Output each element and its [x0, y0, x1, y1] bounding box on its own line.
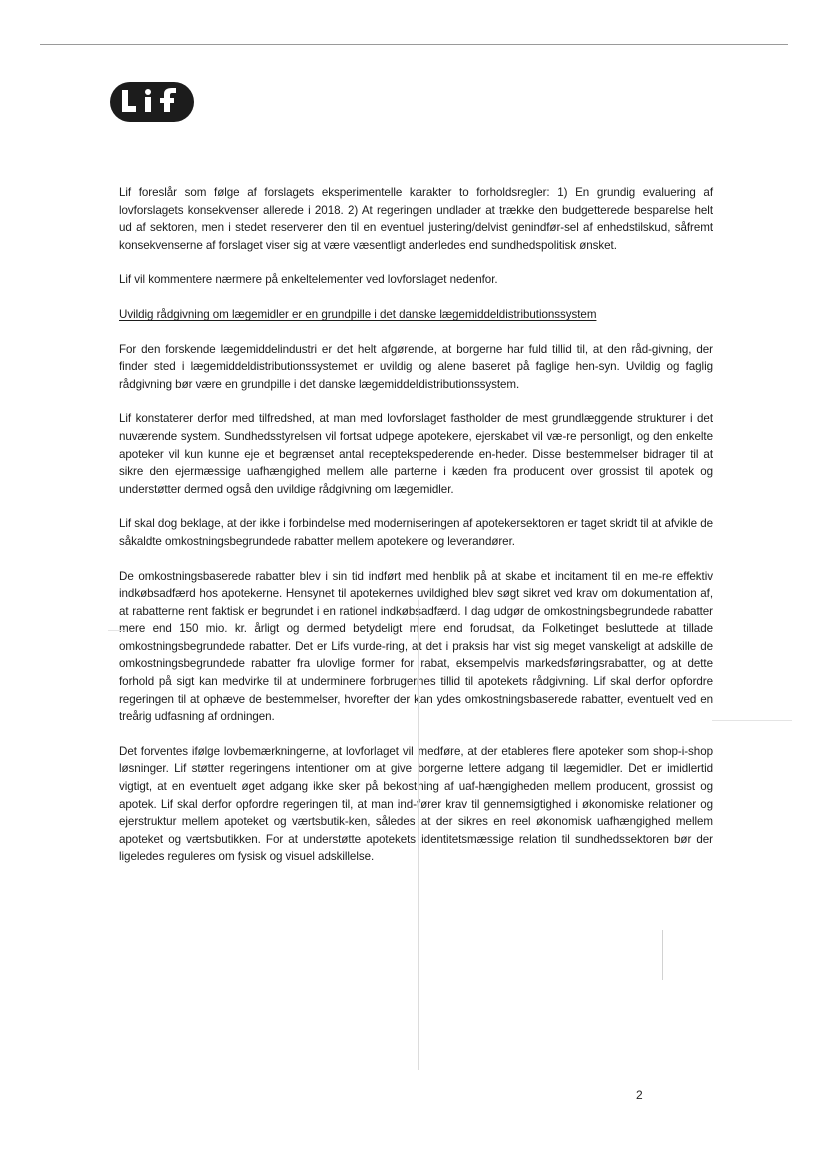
intro-paragraph-2: Lif vil kommentere nærmere på enkeltelementer ved lovforslaget nedenfor. [119, 273, 498, 287]
letter-body [119, 184, 713, 883]
section-heading: Uvildig rådgivning om lægemidler er en grundpille i det danske lægemiddeldistributionssystem [119, 307, 597, 321]
section-paragraph-4: De omkostningsbaserede rabatter blev i sin tid indført med henblik på at skabe et incitament til en me-re effektiv indkøbsadfærd hos apotekerne. Hensynet til apotekernes uvildighed blev søgt sikret ved krav om dokumentation af, at rabatterne rent faktisk er begrundet i en rationel indkøbsadfærd. I dag udgør de omkostningsbegrundede rabatter mere end 150 mio. kr. årligt og dermed betydeligt mere end forudsat, da Folketinget besluttede at tillade omkostningsbegrundede rabatter. Det er Lifs vurde-ring, at det i praksis har vist sig meget vanskeligt at adskille de omkostningsbegrundede rabatter fra ulovlige former for rabat, eksempelvis markedsføringsrabatter, og at dette forhold på sigt kan medvirke til at underminere forbrugernes tillid til apotekets rådgivning. Lif skal derfor opfordre regeringen til at ophæve de bestemmelser, hvorefter der kan ydes omkostningsbaserede rabatter, eventuelt ved en treårig udfasning af ordningen. [119, 569, 713, 724]
section-paragraph-1: For den forskende lægemiddelindustri er det helt afgørende, at borgerne har fuld tillid til, at den råd-givning, der finder sted i lægemiddeldistributionssystemet er uvildig og alene baseret på faglige hen-syn. Uvildig og faglig rådgivning bør være en grundpille i det danske lægemiddeldistributionssystem. [119, 342, 713, 391]
intro-paragraph-1: Lif foreslår som følge af forslagets eksperimentelle karakter to forholdsregler: 1) En grundig evaluering af lovforslagets konsekvenser allerede i 2018. 2) At regeringen undlader at trække den budgetterede besparelse helt ud af sektoren, men i stedet reserverer den til en eventuel justering/delvist genindfør-sel af enhedstilskud, såfremt konsekvenserne af forslaget viser sig at være væsentligt anderledes end sundhedspolitisk ønsket. [119, 186, 713, 252]
section-paragraph-3: Lif skal dog beklage, at der ikke i forbindelse med moderniseringen af apotekersektoren er taget skridt til at afvikle de såkaldte omkostningsbegrundede rabatter mellem apotekere og leverandører. [119, 517, 713, 548]
scan-artifact-line [108, 630, 126, 631]
scan-artifact-line [712, 720, 792, 721]
page-number: 2 [636, 1088, 643, 1102]
scan-top-rule [40, 44, 788, 45]
scan-artifact-line [418, 600, 419, 1070]
section-paragraph-5: Det forventes ifølge lovbemærkningerne, at lovforlaget vil medføre, at der etableres flere apoteker som shop-i-shop løsninger. Lif støtter regeringens intentioner om at give borgerne lettere adgang til lægemidler. Det er imidlertid vigtigt, at en eventuelt øget adgang ikke sker på bekostning af uaf-hængigheden mellem producent, grossist og apotek. Lif skal derfor opfordre regeringen til, at man ind-fører krav til gennemsigtighed i økonomiske relationer og ejerstruktur mellem apoteket og værtsbutik-ken, således at der sikres en reel økonomisk uafhængighed mellem apoteket og værtsbutikken. For at understøtte apotekets identitetsmæssige relation til sundhedssektoren bør der ligeledes reguleres om fysisk og visuel adskillelse. [119, 744, 713, 864]
lif-logo [110, 80, 194, 124]
section-paragraph-2: Lif konstaterer derfor med tilfredshed, at man med lovforslaget fastholder de mest grundlæggende strukturer i det nuværende system. Sundhedsstyrelsen vil fortsat udpege apotekere, ejerskabet vil væ-re personligt, og den enkelte apoteker vil kun kunne eje et begrænset antal receptekspederende en-heder. Disse bestemmelser bidrager til at sikre den ejermæssige uafhængighed mellem alle parterne i kæden fra producent over grossist til apotek og understøtter dermed også den uvildige rådgivning om lægemidler. [119, 412, 713, 496]
scan-artifact-line [662, 930, 663, 980]
